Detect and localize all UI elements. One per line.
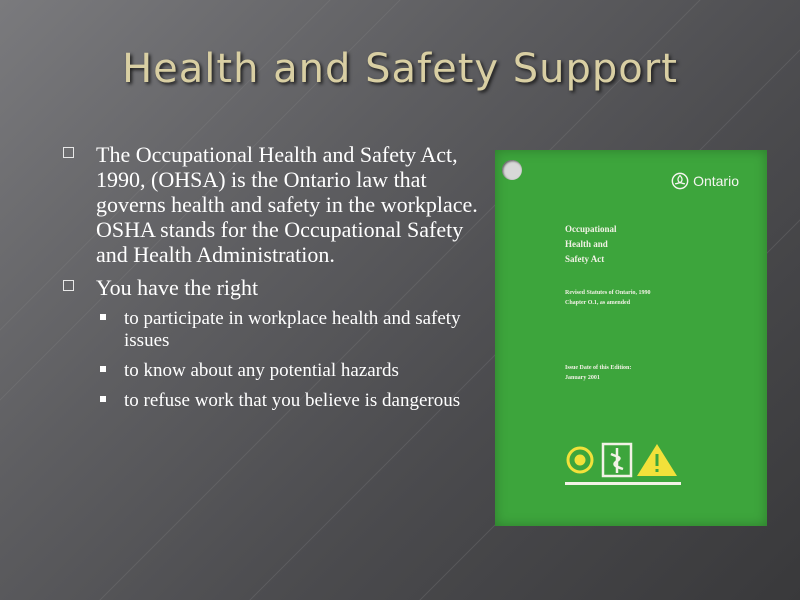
sub-bullet-item xyxy=(60,308,490,352)
sub-bullet-text: to participate in workplace health and safety issues xyxy=(124,308,461,351)
ontario-logo xyxy=(671,172,739,190)
gear-icon xyxy=(568,448,592,472)
trillium-icon xyxy=(671,172,689,190)
ontario-brand: Ontario xyxy=(693,173,739,189)
safety-symbols xyxy=(565,440,685,480)
book-title-line: Safety Act xyxy=(565,254,605,264)
sub-bullet-item xyxy=(60,390,490,412)
bullet-list xyxy=(60,142,490,420)
book-title-line: Occupational xyxy=(565,224,617,234)
book-date-line: January 2001 xyxy=(565,375,600,381)
ohsa-book-cover-image xyxy=(495,150,767,526)
square-bullet-icon xyxy=(63,280,74,291)
book-subtitle-line: Chapter O.1, as amended xyxy=(565,300,631,306)
bullet-text: You have the right xyxy=(96,275,259,300)
bullet-item xyxy=(60,275,490,300)
bullet-item xyxy=(60,142,490,267)
sub-bullet-text: to refuse work that you believe is dangerous xyxy=(124,390,461,411)
bullet-text: The Occupational Health and Safety Act, 1990, (OHSA) is the Ontario law that governs health and safety in the workplace. OSHA stands for the Occupational Safety and Health Administration. xyxy=(96,142,478,267)
sub-bullet-text: to know about any potential hazards xyxy=(124,360,399,381)
binder-hole xyxy=(502,160,522,180)
book-issue-date xyxy=(565,363,631,383)
square-bullet-icon xyxy=(63,147,74,158)
caduceus-icon xyxy=(603,444,631,476)
slide-title: Health and Safety Support xyxy=(122,46,678,92)
book-subtitle xyxy=(565,288,651,308)
book-title-line: Health and xyxy=(565,239,608,249)
book-title xyxy=(565,222,685,267)
sub-bullet-item xyxy=(60,360,490,382)
book-subtitle-line: Revised Statutes of Ontario, 1990 xyxy=(565,290,651,296)
symbol-underline xyxy=(565,482,681,485)
small-square-bullet-icon xyxy=(100,366,106,372)
warning-icon xyxy=(637,444,677,476)
small-square-bullet-icon xyxy=(100,314,106,320)
book-date-line: Issue Date of this Edition: xyxy=(565,365,632,371)
small-square-bullet-icon xyxy=(100,396,106,402)
